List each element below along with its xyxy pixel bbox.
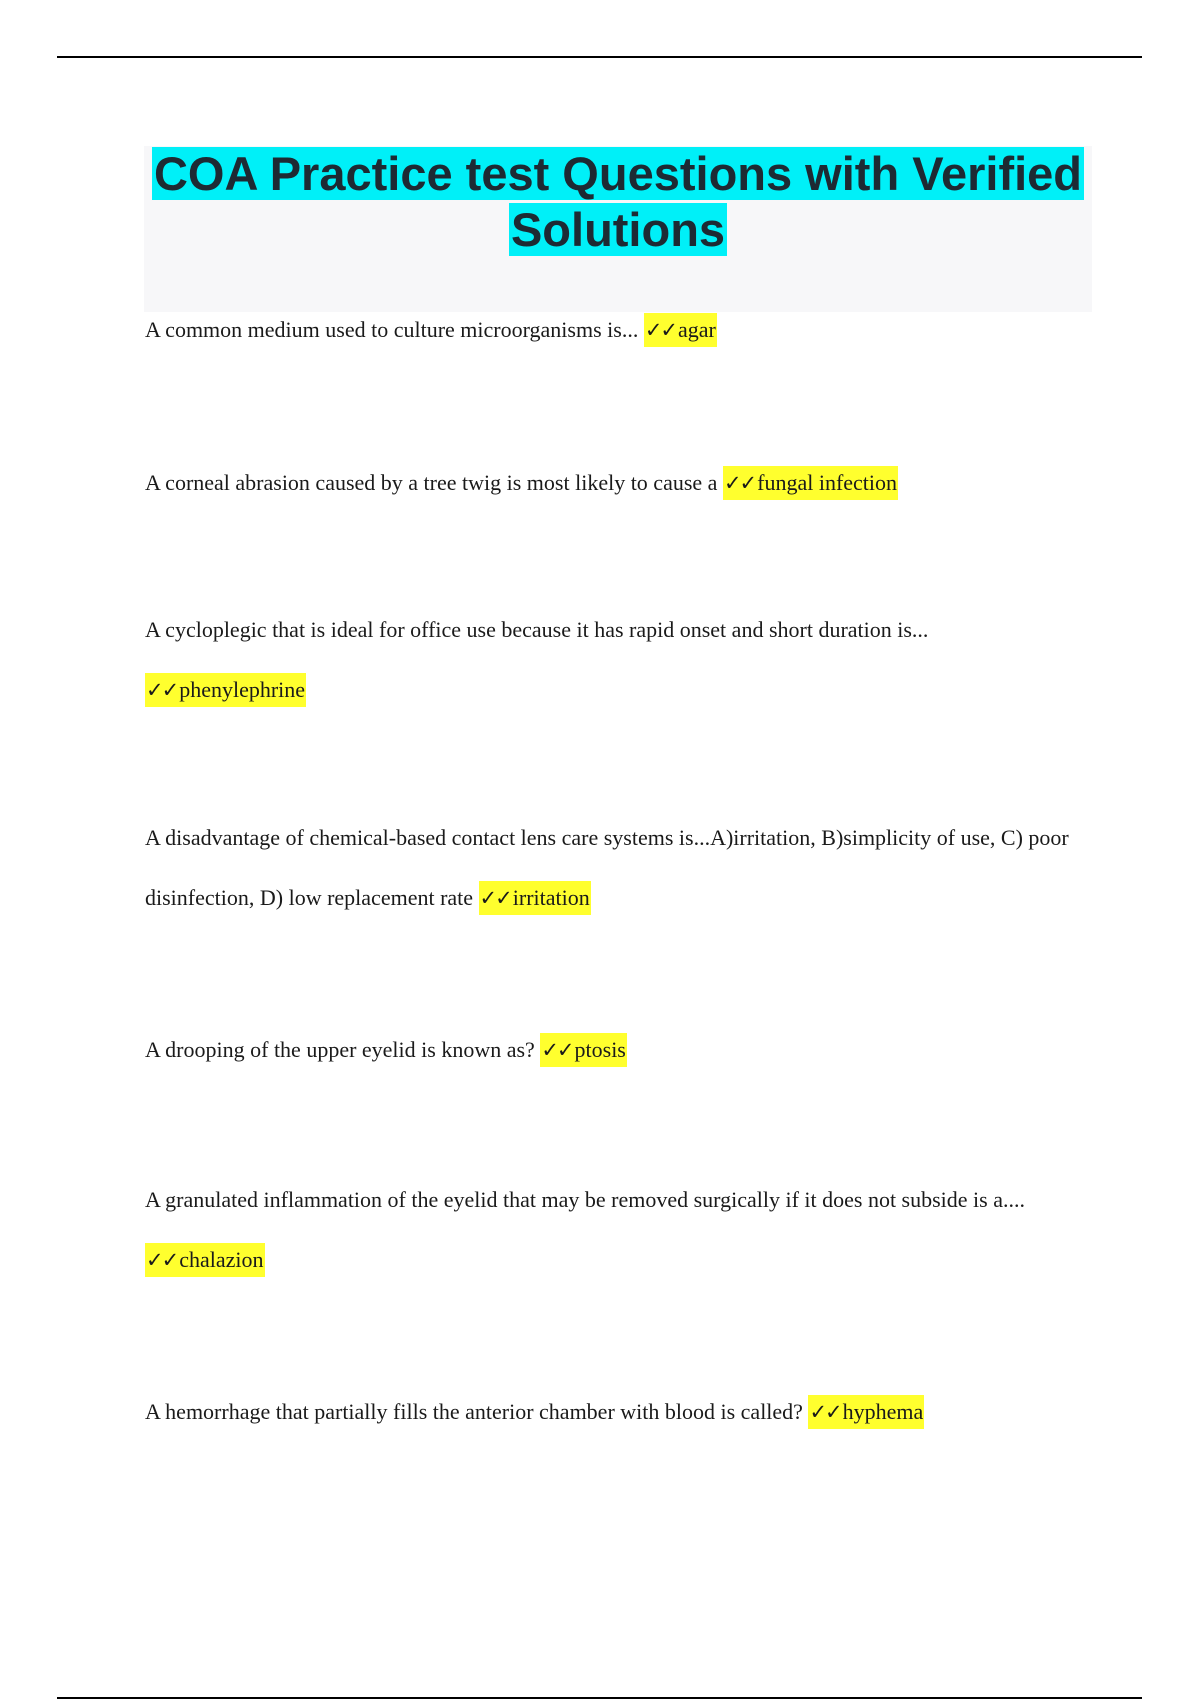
- answer-text: ptosis: [574, 1037, 626, 1062]
- double-check-icon: ✓✓: [644, 318, 677, 342]
- answer-text: chalazion: [179, 1247, 264, 1272]
- title-box: [144, 146, 1092, 312]
- document-title-text: COA Practice test Questions with Verified Solutions: [153, 147, 1083, 256]
- double-check-icon: ✓✓: [146, 678, 178, 702]
- bottom-rule: [57, 1697, 1142, 1699]
- answer-highlight: [145, 673, 306, 707]
- answer-highlight: [145, 1243, 265, 1277]
- document-title: [144, 146, 1092, 258]
- qa-item: [145, 1020, 1085, 1080]
- question-text: A hemorrhage that partially fills the anterior chamber with blood is called?: [145, 1399, 803, 1424]
- question-text: A drooping of the upper eyelid is known as?: [145, 1037, 535, 1062]
- double-check-icon: ✓✓: [809, 1400, 841, 1424]
- answer-text: hyphema: [842, 1399, 924, 1424]
- double-check-icon: ✓✓: [723, 471, 756, 495]
- answer-text: fungal infection: [757, 470, 898, 495]
- answer-highlight: [479, 881, 591, 915]
- top-rule: [57, 56, 1142, 58]
- double-check-icon: ✓✓: [541, 1038, 573, 1062]
- answer-highlight: [540, 1033, 627, 1067]
- qa-item: [145, 1170, 1085, 1290]
- answer-highlight: [723, 466, 898, 500]
- double-check-icon: ✓✓: [479, 886, 511, 910]
- question-text: A cycloplegic that is ideal for office use because it has rapid onset and short duration is...: [145, 617, 929, 642]
- qa-item: [145, 453, 1085, 513]
- question-text: A common medium used to culture microorganisms is...: [145, 317, 639, 342]
- qa-item: [145, 600, 1085, 720]
- qa-item: [145, 1382, 1085, 1442]
- answer-text: phenylephrine: [179, 677, 306, 702]
- question-text: A granulated inflammation of the eyelid that may be removed surgically if it does not subside is a....: [145, 1187, 1025, 1212]
- answer-text: agar: [678, 317, 716, 342]
- double-check-icon: ✓✓: [146, 1248, 178, 1272]
- question-text: A disadvantage of chemical-based contact lens care systems is...A)irritation, B)simplicity of use, C) poor disinfection, D) low replacement rate: [145, 825, 1069, 910]
- qa-item: [145, 808, 1085, 928]
- qa-item: [145, 300, 1085, 360]
- answer-highlight: [644, 313, 717, 347]
- answer-text: irritation: [512, 885, 590, 910]
- answer-highlight: [808, 1395, 924, 1429]
- question-text: A corneal abrasion caused by a tree twig is most likely to cause a: [145, 470, 718, 495]
